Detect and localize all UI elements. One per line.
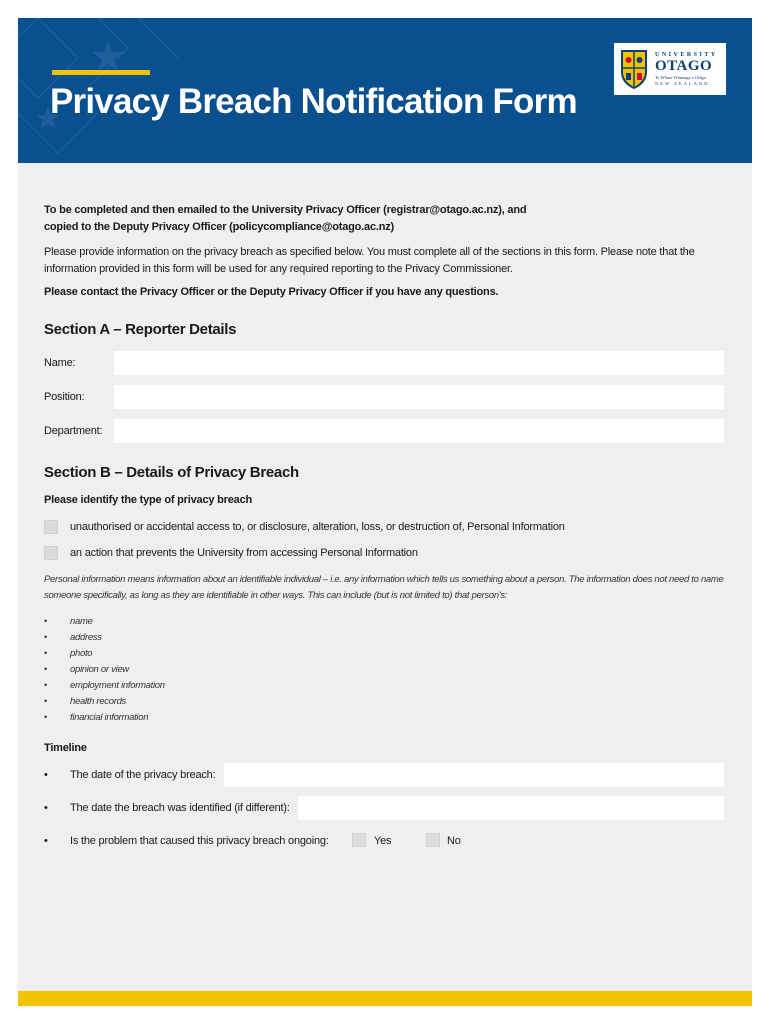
- section-a-heading: Section A – Reporter Details: [44, 321, 237, 338]
- bullet: •: [44, 802, 48, 814]
- date-identified-label: The date the breach was identified (if different):: [70, 802, 290, 814]
- ongoing-no-checkbox[interactable]: [426, 833, 440, 847]
- breach-type-access-label: unauthorised or accidental access to, or disclosure, alteration, loss, or destruction of, Personal Information: [70, 521, 565, 533]
- ongoing-no-label: No: [447, 835, 461, 847]
- logo-university: UNIVERSITY: [655, 51, 718, 58]
- form-content: [18, 18, 752, 1006]
- breach-type-prompt: Please identify the type of privacy breach: [44, 494, 253, 506]
- logo-maori-name: Te Whare Wānanga o Otāgo: [655, 74, 706, 80]
- bullet: •: [44, 632, 48, 643]
- intro-contact: Please contact the Privacy Officer or the Deputy Privacy Officer if you have any questions.: [44, 286, 499, 298]
- personal-info-examples: [44, 614, 344, 726]
- position-label: Position:: [44, 391, 85, 403]
- intro-line-1: To be completed and then emailed to the University Privacy Officer (registrar@otago.ac.nz), and: [44, 204, 527, 216]
- bullet: •: [44, 712, 48, 723]
- breach-type-prevent-checkbox[interactable]: [44, 546, 58, 560]
- name-field[interactable]: [114, 351, 724, 375]
- date-of-breach-label: The date of the privacy breach:: [70, 769, 216, 781]
- form-page: [18, 18, 752, 1006]
- logo-new-zealand: NEW ZEALAND: [655, 81, 710, 86]
- ongoing-yes-checkbox[interactable]: [352, 833, 366, 847]
- page-title: Privacy Breach Notification Form: [50, 82, 577, 121]
- list-item: • employment information: [44, 678, 344, 694]
- section-b-heading: Section B – Details of Privacy Breach: [44, 464, 299, 481]
- bullet: •: [44, 835, 48, 847]
- personal-info-definition: Personal information means information about an identifiable individual – i.e. any information which tells us something about a person. The information does not need to name someone specifically, as long as they are identifiable in other ways. This can include (but is not limited to) that person's:: [44, 574, 724, 601]
- timeline-heading: Timeline: [44, 742, 87, 754]
- date-identified-field[interactable]: [298, 796, 724, 820]
- position-field[interactable]: [114, 385, 724, 409]
- logo-otago: OTAGO: [655, 57, 713, 74]
- bullet: •: [44, 616, 48, 627]
- name-label: Name:: [44, 357, 76, 369]
- ongoing-label: Is the problem that caused this privacy breach ongoing:: [70, 835, 329, 847]
- bullet: •: [44, 769, 48, 781]
- bullet: •: [44, 680, 48, 691]
- list-item: • financial information: [44, 710, 344, 726]
- date-of-breach-field[interactable]: [224, 763, 724, 787]
- bullet: •: [44, 648, 48, 659]
- list-item: • name: [44, 614, 344, 630]
- list-item: • opinion or view: [44, 662, 344, 678]
- footer-accent-bar: [18, 991, 752, 1006]
- bullet: •: [44, 696, 48, 707]
- list-item: • photo: [44, 646, 344, 662]
- list-item: • health records: [44, 694, 344, 710]
- list-item: • address: [44, 630, 344, 646]
- ongoing-yes-label: Yes: [374, 835, 392, 847]
- breach-type-access-checkbox[interactable]: [44, 520, 58, 534]
- intro-instructions: [44, 202, 684, 236]
- department-label: Department:: [44, 425, 103, 437]
- breach-type-prevent-label: an action that prevents the University from accessing Personal Information: [70, 547, 418, 559]
- department-field[interactable]: [114, 419, 724, 443]
- bullet: •: [44, 664, 48, 675]
- intro-paragraph: Please provide information on the privacy breach as specified below. You must complete all of the sections in this form. Please note that the information provided in this form will be used for any required reporting to the Privacy Commissioner.: [44, 246, 695, 275]
- intro-line-2: copied to the Deputy Privacy Officer (policycompliance@otago.ac.nz): [44, 221, 395, 233]
